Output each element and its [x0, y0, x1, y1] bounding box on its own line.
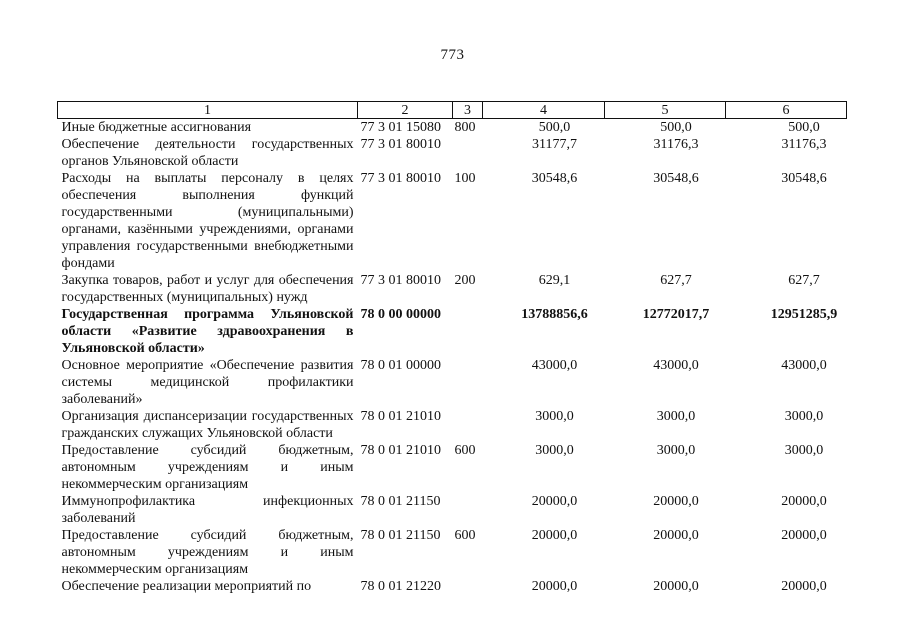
- row-value-col4: 3000,0: [535, 409, 574, 424]
- row-value-col5: 3000,0: [656, 443, 696, 458]
- row-name-cell: Иммунопрофилактика инфекционных заболеваний: [61, 494, 354, 526]
- table-row: [58, 442, 847, 493]
- row-value-col5: 12772017,7: [642, 307, 710, 322]
- table-row: [58, 272, 847, 306]
- column-header: 2: [358, 102, 453, 119]
- budget-table: [57, 101, 847, 595]
- row-value-col4: 20000,0: [531, 528, 578, 543]
- row-value-col6: 31176,3: [781, 137, 827, 152]
- column-header: 6: [726, 102, 847, 119]
- row-expense-type-cell: 600: [454, 528, 476, 543]
- row-expense-type-cell: [453, 578, 483, 595]
- row-code-cell: 78 0 01 21220: [360, 579, 441, 594]
- table-row: [58, 136, 847, 170]
- row-expense-type-cell: [453, 493, 483, 527]
- row-code-cell: 78 0 00 00000: [360, 307, 441, 322]
- row-value-col6: 3000,0: [784, 409, 824, 424]
- row-code-cell: 77 3 01 15080: [360, 120, 441, 135]
- table-row: [58, 493, 847, 527]
- row-value-col4: 20000,0: [531, 494, 578, 509]
- row-value-col4: 31177,7: [532, 137, 577, 152]
- row-value-col5: 500,0: [660, 120, 692, 135]
- row-expense-type-cell: [453, 408, 483, 442]
- table-row: [58, 408, 847, 442]
- row-value-col6: 30548,6: [781, 171, 827, 186]
- column-header: 3: [453, 102, 483, 119]
- row-code-cell: 78 0 01 21010: [360, 409, 441, 424]
- row-value-col6: 3000,0: [784, 443, 824, 458]
- row-value-col4: 43000,0: [531, 358, 578, 373]
- row-name-cell: Расходы на выплаты персоналу в целях обеспечения выполнения функций государственными (муниципальными) органами, казёнными учреждениями, органами управления государственными внебюджетными фондами: [61, 171, 354, 271]
- row-expense-type-cell: [453, 306, 483, 357]
- table-row: [58, 170, 847, 272]
- row-value-col4: 500,0: [538, 120, 571, 135]
- row-value-col5: 31176,3: [653, 137, 699, 152]
- table-row: [58, 578, 847, 595]
- row-value-col6: 500,0: [788, 120, 820, 135]
- page-number: 773: [440, 47, 465, 63]
- row-value-col5: 627,7: [660, 273, 692, 288]
- row-code-cell: 77 3 01 80010: [360, 171, 441, 186]
- row-expense-type-cell: 200: [454, 273, 476, 288]
- row-value-col5: 30548,6: [653, 171, 699, 186]
- row-value-col5: 20000,0: [653, 579, 699, 594]
- row-expense-type-cell: 100: [454, 171, 476, 186]
- row-value-col6: 20000,0: [781, 494, 827, 509]
- row-value-col5: 20000,0: [653, 494, 699, 509]
- row-name-cell: Обеспечение деятельности государственных органов Ульяновской области: [61, 137, 354, 169]
- row-name-cell: Иные бюджетные ассигнования: [61, 120, 252, 135]
- row-name-cell: Государственная программа Ульяновской области «Развитие здравоохранения в Ульяновской области»: [61, 307, 354, 356]
- row-code-cell: 78 0 01 21150: [360, 494, 441, 509]
- column-header: 5: [605, 102, 726, 119]
- row-value-col5: 43000,0: [653, 358, 699, 373]
- row-expense-type-cell: [453, 357, 483, 408]
- row-expense-type-cell: 800: [454, 120, 476, 135]
- row-name-cell: Предоставление субсидий бюджетным, автономным учреждениям и иным некоммерческим организациям: [61, 528, 354, 577]
- row-expense-type-cell: 600: [454, 443, 476, 458]
- row-code-cell: 77 3 01 80010: [360, 273, 441, 288]
- table-row: [58, 306, 847, 357]
- row-value-col4: 3000,0: [535, 443, 574, 458]
- row-value-col5: 3000,0: [656, 409, 696, 424]
- table-header-row: [58, 102, 847, 119]
- row-value-col6: 43000,0: [781, 358, 827, 373]
- row-name-cell: Закупка товаров, работ и услуг для обеспечения государственных (муниципальных) нужд: [61, 273, 354, 305]
- row-value-col4: 13788856,6: [521, 307, 588, 322]
- row-expense-type-cell: [453, 136, 483, 170]
- row-code-cell: 78 0 01 21150: [360, 528, 441, 543]
- column-header: 1: [58, 102, 358, 119]
- row-code-cell: 78 0 01 00000: [360, 358, 441, 373]
- row-value-col4: 30548,6: [531, 171, 578, 186]
- row-name-cell: Основное мероприятие «Обеспечение развития системы медицинской профилактики заболеваний»: [61, 358, 354, 407]
- row-value-col4: 629,1: [538, 273, 571, 288]
- row-code-cell: 77 3 01 80010: [360, 137, 441, 152]
- row-value-col5: 20000,0: [653, 528, 699, 543]
- row-name-cell: Предоставление субсидий бюджетным, автономным учреждениям и иным некоммерческим организациям: [61, 443, 354, 492]
- column-header: 4: [483, 102, 605, 119]
- row-name-cell: Обеспечение реализации мероприятий по: [61, 579, 312, 594]
- row-name-cell: Организация диспансеризации государственных гражданских служащих Ульяновской области: [61, 409, 354, 441]
- table-row: [58, 119, 847, 137]
- row-value-col4: 20000,0: [531, 579, 578, 594]
- row-value-col6: 627,7: [788, 273, 820, 288]
- row-value-col6: 20000,0: [781, 528, 827, 543]
- row-value-col6: 20000,0: [781, 579, 827, 594]
- table-row: [58, 527, 847, 578]
- row-code-cell: 78 0 01 21010: [360, 443, 441, 458]
- table-row: [58, 357, 847, 408]
- row-value-col6: 12951285,9: [770, 307, 838, 322]
